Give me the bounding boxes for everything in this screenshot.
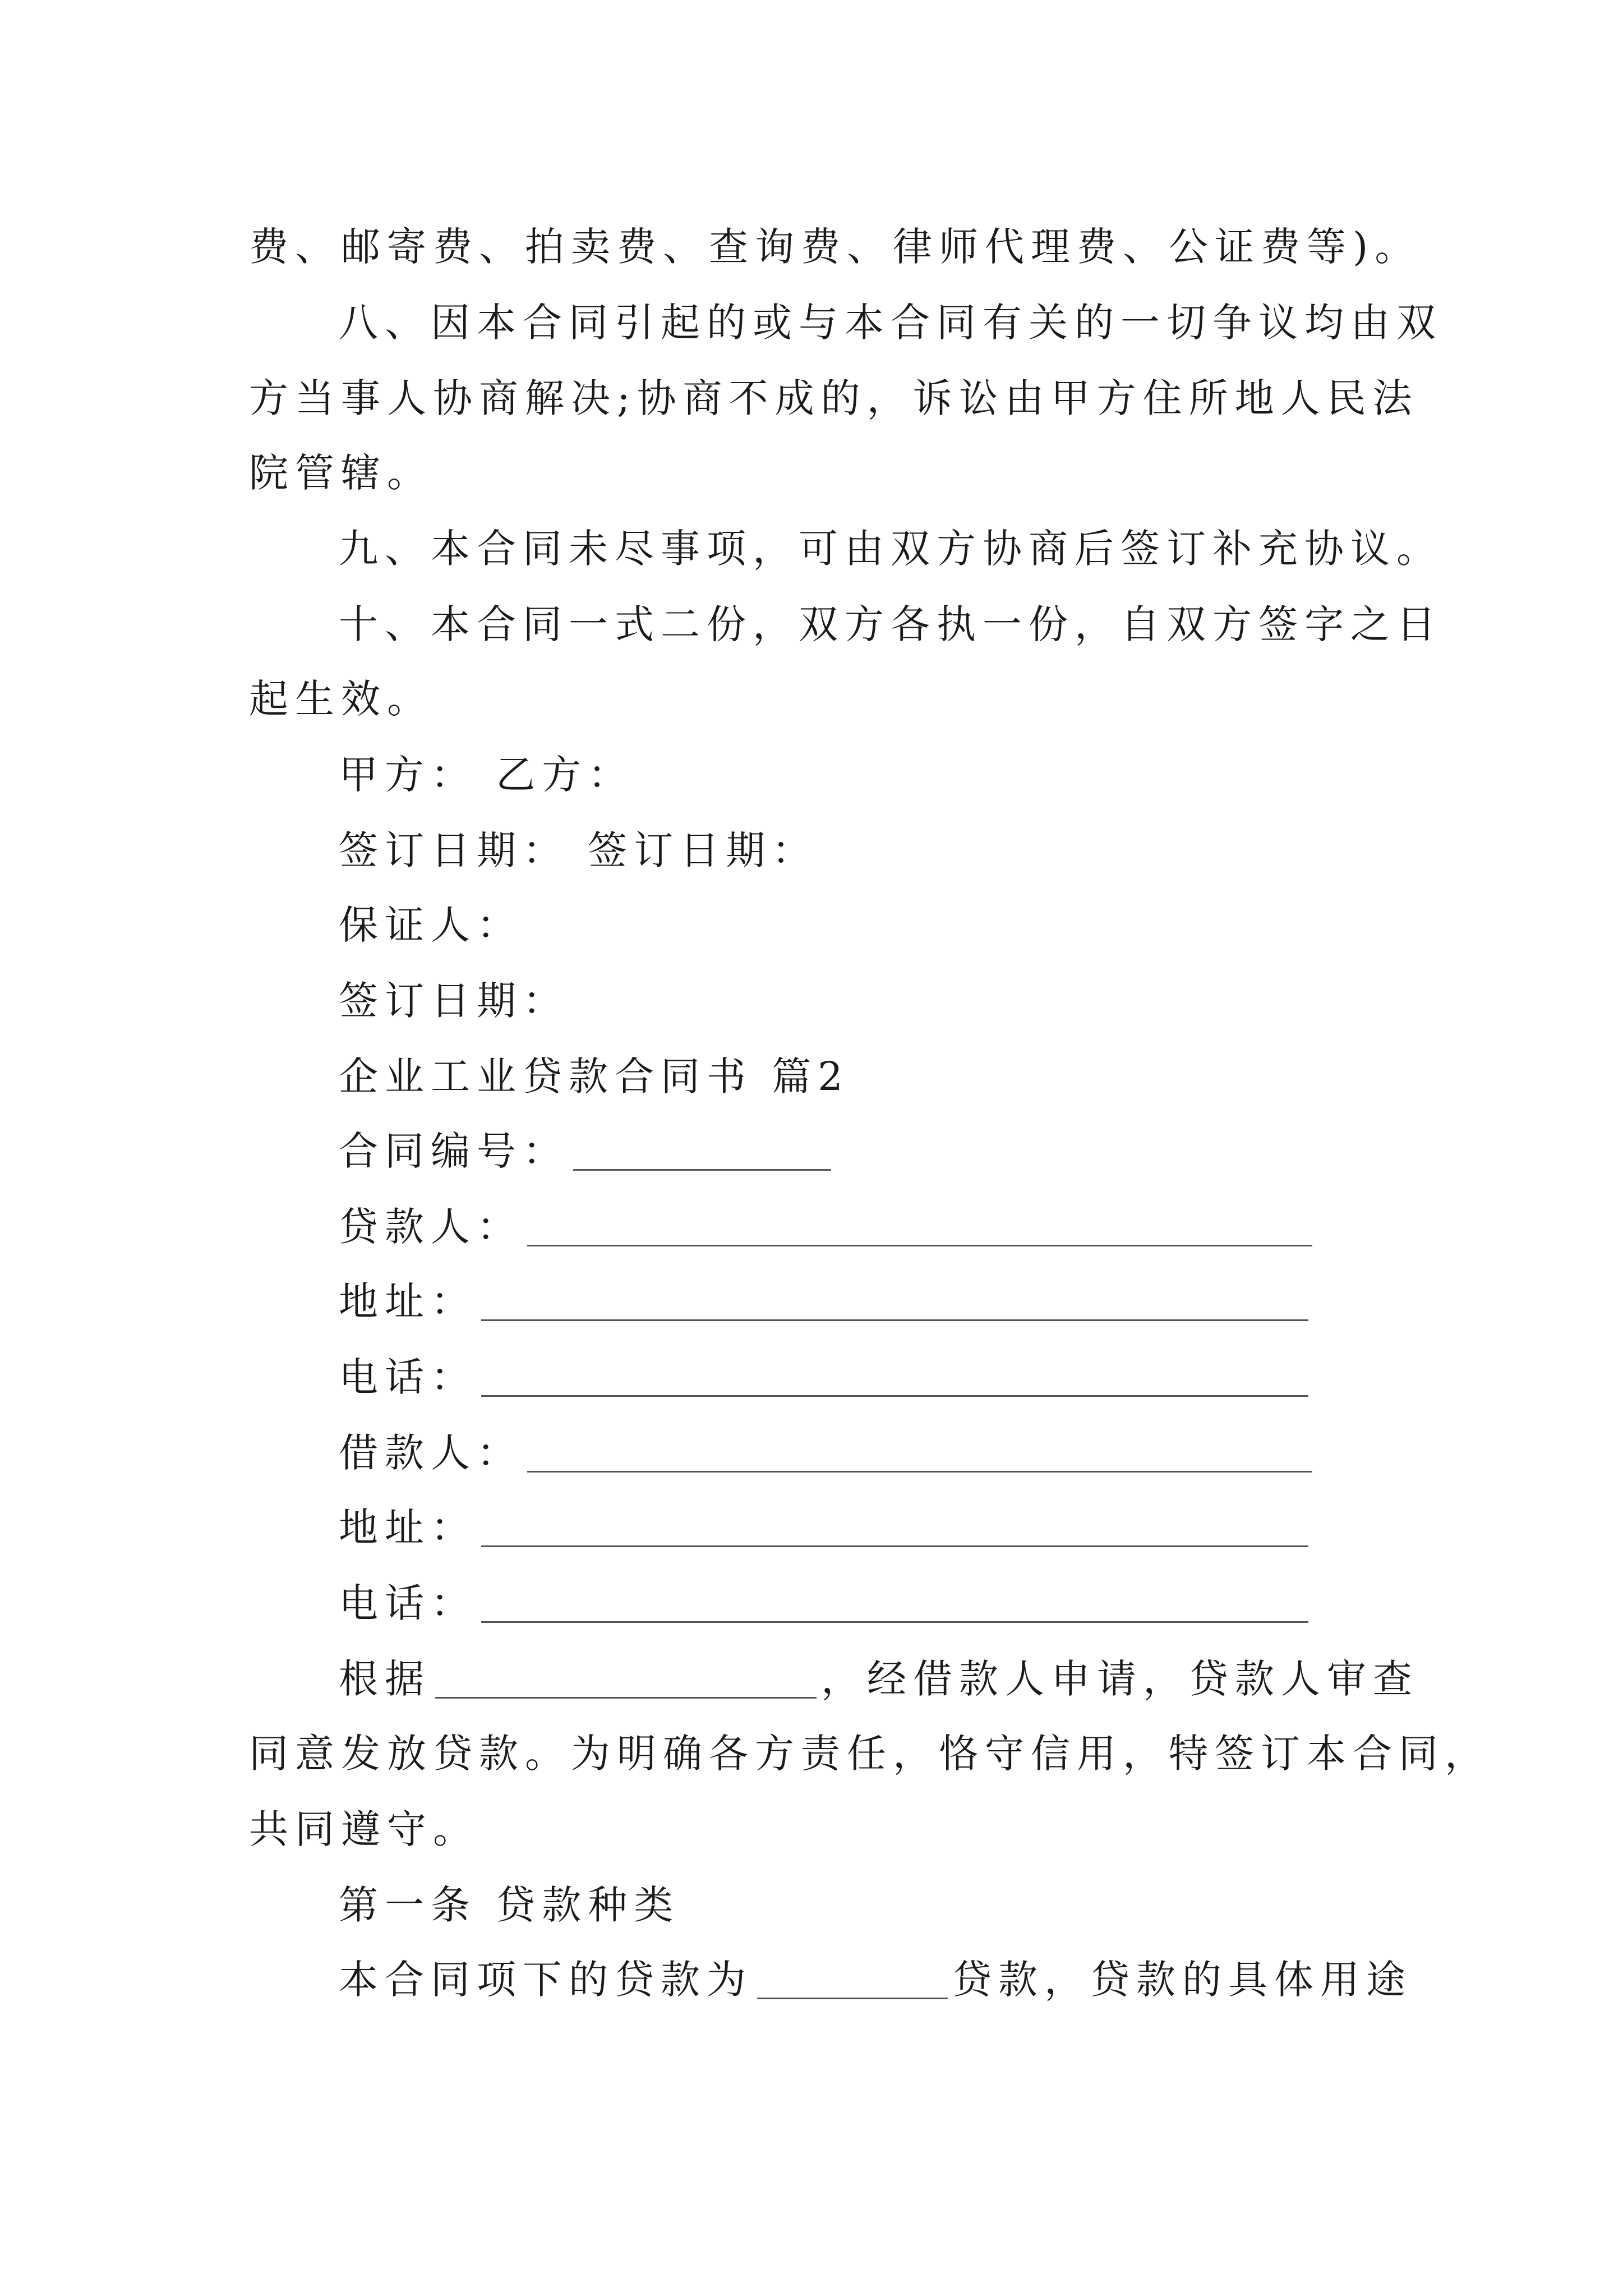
basis-blank [435,1662,817,1699]
text-line: 起生效。 [249,676,433,722]
borrower-label: 借款人： [339,1430,523,1476]
lender-address-row [339,1278,1313,1324]
borrower-blank [527,1436,1312,1473]
sign-date-labels: 签订日期： 签订日期： [339,827,818,873]
loan-type-text: 贷款，贷款的具体用途 [952,1957,1412,2003]
contract-number-blank [573,1134,831,1171]
borrower-row [339,1430,1317,1476]
clause-ten: 十、本合同一式二份，双方各执一份，自双方签字之日 [339,601,1442,647]
party-labels: 甲方： 乙方： [339,752,634,798]
borrower-address-label: 地址： [339,1504,477,1550]
lender-phone-row [339,1354,1313,1400]
text-line: 方当事人协商解决;协商不成的，诉讼由甲方住所地人民法 [249,375,1419,421]
contract-number-label: 合同编号： [339,1128,569,1174]
loan-type-blank [757,1963,948,1999]
loan-type-row [339,1957,1412,2003]
lender-address-blank [481,1285,1308,1321]
lender-phone-blank [481,1360,1308,1397]
article-one-title: 第一条 贷款种类 [339,1882,680,1928]
text-line: 同意发放贷款。为明确各方责任，恪守信用，特签订本合同， [249,1731,1491,1777]
lender-row [339,1204,1317,1250]
borrower-phone-row [339,1580,1313,1626]
clause-nine: 九、本合同未尽事项，可由双方协商后签订补充协议。 [339,526,1442,572]
basis-label: 根据 [339,1656,431,1702]
basis-text: ，经借款人申请，贷款人审查 [821,1656,1419,1702]
contract-number-row [339,1128,836,1174]
lender-blank [527,1210,1312,1246]
text-line: 共同遵守。 [249,1806,479,1852]
clause-eight: 八、因本合同引起的或与本合同有关的一切争议均由双 [339,300,1442,346]
basis-row [339,1656,1419,1702]
borrower-address-blank [481,1511,1308,1547]
borrower-phone-blank [481,1586,1308,1623]
loan-type-label: 本合同项下的贷款为 [339,1957,753,2003]
text-line: 院管辖。 [249,450,433,496]
text-line: 费、邮寄费、拍卖费、查询费、律师代理费、公证费等)。 [249,224,1421,270]
lender-phone-label: 电话： [339,1354,477,1400]
lender-label: 贷款人： [339,1204,523,1250]
guarantor-label: 保证人： [339,902,523,948]
guarantor-sign-date: 签订日期： [339,978,569,1024]
borrower-phone-label: 电话： [339,1580,477,1626]
lender-address-label: 地址： [339,1278,477,1324]
borrower-address-row [339,1504,1313,1550]
section-title: 企业工业贷款合同书 篇2 [339,1053,850,1099]
